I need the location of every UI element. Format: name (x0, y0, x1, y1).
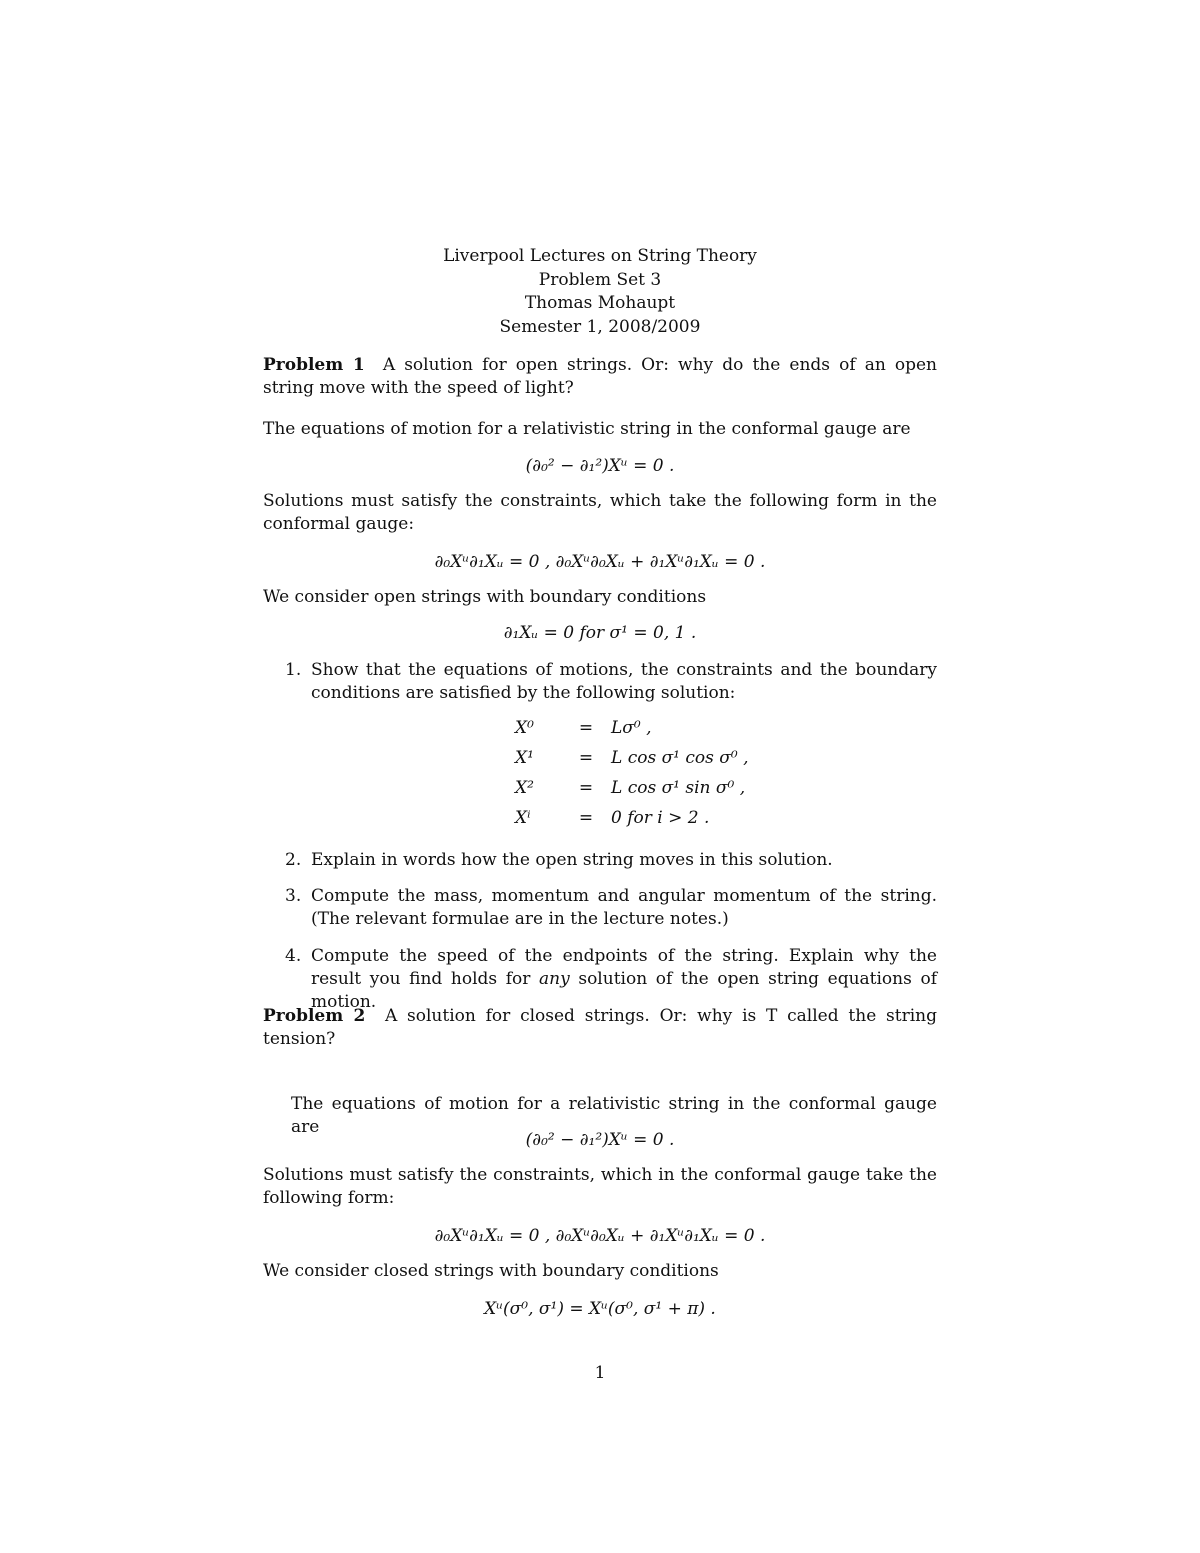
solution-rhs: 0 for i > 2 . (611, 807, 710, 828)
list-item-number: 4. (285, 946, 302, 966)
problem2-eom-text: The equations of motion for a relativistic string in the conformal gauge are (291, 1094, 937, 1137)
solution-row (515, 743, 759, 773)
problem2-constraints-equation: ∂₀Xᵘ∂₁Xᵤ = 0 , ∂₀Xᵘ∂₀Xᵤ + ∂₁Xᵘ∂₁Xᵤ = 0 . (434, 1226, 766, 1246)
page-number: 1 (594, 1363, 606, 1383)
solution-rhs: Lσ⁰ , (611, 717, 652, 738)
problem1-constraints-text: Solutions must satisfy the constraints, which take the following form in the conformal gauge: (263, 491, 937, 534)
course-title: Liverpool Lectures on String Theory (443, 246, 757, 266)
list-item-text (311, 945, 937, 1014)
solution-rhs: L cos σ¹ cos σ⁰ , (611, 747, 749, 768)
solution-rhs: L cos σ¹ sin σ⁰ , (611, 777, 746, 798)
solution-lhs: X¹ (515, 747, 534, 768)
title-block (263, 245, 937, 339)
problem1-eom-equation: (∂₀² − ∂₁²)Xᵘ = 0 . (525, 456, 675, 476)
problem2-intro-text: A solution for closed strings. Or: why is T called the string tension? (263, 1006, 937, 1049)
list-item-text-part: solution of the open string equations of motion. (311, 969, 937, 1012)
author-name: Thomas Mohaupt (524, 293, 676, 313)
solution-equations (515, 713, 759, 833)
problem2-bc-equation: Xᵘ(σ⁰, σ¹) = Xᵘ(σ⁰, σ¹ + π) . (484, 1299, 716, 1319)
problem1-bc-equation: ∂₁Xᵤ = 0 for σ¹ = 0, 1 . (503, 623, 697, 643)
solution-lhs: X² (515, 777, 534, 798)
problem1-eom-text: The equations of motion for a relativistic string in the conformal gauge are (263, 419, 911, 439)
solution-row (515, 803, 759, 833)
list-item-number: 1. (285, 660, 302, 680)
solution-equals: = (578, 777, 594, 798)
solution-equals: = (578, 717, 594, 738)
list-item-text: Explain in words how the open string moves in this solution. (311, 850, 833, 870)
solution-lhs: X⁰ (515, 717, 534, 738)
problem1-intro-text: A solution for open strings. Or: why do the ends of an open string move with the speed of light? (263, 355, 937, 398)
solution-lhs: Xⁱ (515, 807, 531, 828)
emphasis-text: any (539, 969, 570, 989)
solution-equals: = (578, 807, 594, 828)
problem2-eom-equation: (∂₀² − ∂₁²)Xᵘ = 0 . (525, 1130, 675, 1150)
solution-equals: = (578, 747, 594, 768)
problem1-intro (263, 354, 937, 400)
problem2-intro (263, 1005, 937, 1051)
problem2-constraints-text: Solutions must satisfy the constraints, which in the conformal gauge take the following form: (263, 1165, 937, 1208)
list-item-number: 2. (285, 850, 302, 870)
problem1-constraints-equation: ∂₀Xᵘ∂₁Xᵤ = 0 , ∂₀Xᵘ∂₀Xᵤ + ∂₁Xᵘ∂₁Xᵤ = 0 . (434, 552, 766, 572)
problem1-bc-text: We consider open strings with boundary conditions (263, 587, 707, 607)
problem2-bc-text: We consider closed strings with boundary conditions (263, 1261, 719, 1281)
list-item-text-part: Compute the speed of the endpoints of the string. Explain why the result you find holds for (311, 946, 937, 989)
list-item-text: Show that the equations of motions, the constraints and the boundary conditions are satisfied by the following solution: (311, 660, 937, 703)
solution-row (515, 773, 759, 803)
semester-line: Semester 1, 2008/2009 (499, 316, 701, 337)
problem2-label: Problem 2 (263, 1006, 366, 1026)
problem1-label: Problem 1 (263, 355, 365, 375)
list-item-number: 3. (285, 886, 302, 906)
list-item-text: Compute the mass, momentum and angular momentum of the string. (The relevant formulae are in the lecture notes.) (311, 886, 937, 929)
solution-row (515, 713, 759, 743)
problem-set-title: Problem Set 3 (538, 269, 662, 290)
